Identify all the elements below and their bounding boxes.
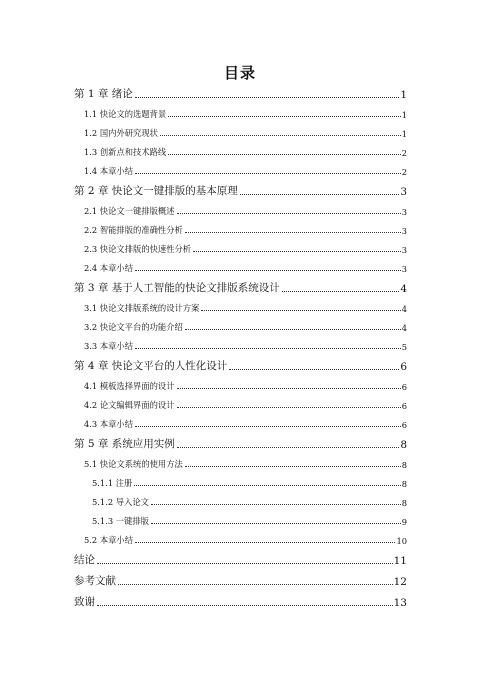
dot-leader xyxy=(151,503,401,505)
toc-entry[interactable] xyxy=(74,236,407,255)
dot-leader xyxy=(168,153,401,155)
toc-entry-page-number: 4 xyxy=(400,283,407,295)
toc-entry-label: 1.2 国内外研究现状 xyxy=(84,128,158,138)
toc-entry[interactable] xyxy=(74,333,407,352)
toc-entry[interactable] xyxy=(74,139,407,158)
toc-entry-page-number: 4 xyxy=(401,323,407,333)
toc-entry[interactable] xyxy=(74,546,407,567)
dot-leader xyxy=(118,583,393,585)
toc-entry[interactable] xyxy=(74,373,407,392)
toc-entry-label: 致谢 xyxy=(74,596,95,608)
toc-entry-label: 4.3 本章小结 xyxy=(84,419,134,429)
toc-entry[interactable] xyxy=(74,198,407,217)
toc-entry-page-number: 1 xyxy=(400,89,407,101)
toc-entry-label: 4.1 模板选择界面的设计 xyxy=(84,381,175,391)
dot-leader xyxy=(193,250,401,252)
toc-entry-label: 3.1 快论文排版系统的设计方案 xyxy=(84,303,200,313)
toc-entry-label: 3.2 快论文平台的功能介绍 xyxy=(84,322,183,332)
toc-entry[interactable] xyxy=(74,274,407,295)
toc-entry-page-number: 8 xyxy=(401,460,407,470)
toc-entry-label: 5.1 快论文系统的使用方法 xyxy=(84,459,183,469)
toc-entry-label: 第 4 章 快论文平台的人性化设计 xyxy=(74,360,228,372)
toc-list xyxy=(74,80,407,609)
toc-entry-page-number: 1 xyxy=(401,129,407,139)
dot-leader xyxy=(134,484,400,486)
toc-entry[interactable] xyxy=(74,588,407,609)
toc-entry-label: 第 3 章 基于人工智能的快论文排版系统设计 xyxy=(74,282,280,294)
toc-entry[interactable] xyxy=(74,120,407,139)
toc-entry-page-number: 11 xyxy=(393,555,407,567)
toc-entry-page-number: 8 xyxy=(400,439,407,451)
toc-entry-label: 5.1.1 注册 xyxy=(92,478,133,488)
toc-entry-label: 1.1 快论文的选题背景 xyxy=(84,109,167,119)
toc-entry-page-number: 8 xyxy=(401,479,407,489)
toc-entry[interactable] xyxy=(74,217,407,236)
toc-entry-label: 参考文献 xyxy=(74,575,116,587)
dot-leader xyxy=(229,368,399,370)
toc-entry[interactable] xyxy=(74,508,407,527)
toc-entry[interactable] xyxy=(74,392,407,411)
toc-entry-label: 5.1.3 一键排版 xyxy=(92,516,149,526)
toc-entry-page-number: 9 xyxy=(401,517,407,527)
dot-leader xyxy=(160,134,401,136)
dot-leader xyxy=(135,172,401,174)
toc-entry-label: 1.3 创新点和技术路线 xyxy=(84,147,167,157)
dot-leader xyxy=(201,309,400,311)
dot-leader xyxy=(135,269,401,271)
toc-entry-label: 第 5 章 系统应用实例 xyxy=(74,438,175,450)
toc-entry-label: 结论 xyxy=(74,554,95,566)
dot-leader xyxy=(177,387,401,389)
toc-entry-page-number: 3 xyxy=(400,186,407,198)
toc-entry-page-number: 3 xyxy=(401,245,407,255)
toc-entry-page-number: 3 xyxy=(401,264,407,274)
toc-entry-page-number: 1 xyxy=(401,110,407,120)
dot-leader xyxy=(177,406,401,408)
toc-entry-page-number: 12 xyxy=(393,576,407,588)
toc-entry-page-number: 6 xyxy=(401,401,407,411)
toc-entry-page-number: 2 xyxy=(401,148,407,158)
dot-leader xyxy=(185,231,401,233)
dot-leader xyxy=(185,465,401,467)
toc-entry-page-number: 2 xyxy=(401,167,407,177)
toc-entry-page-number: 13 xyxy=(393,597,407,609)
toc-entry[interactable] xyxy=(74,352,407,373)
dot-leader xyxy=(135,96,400,98)
toc-entry-page-number: 3 xyxy=(401,207,407,217)
toc-entry[interactable] xyxy=(74,80,407,101)
toc-entry-label: 5.1.2 导入论文 xyxy=(92,497,149,507)
toc-entry-label: 2.4 本章小结 xyxy=(84,263,134,273)
dot-leader xyxy=(240,193,400,195)
toc-entry-label: 第 1 章 绪论 xyxy=(74,88,133,100)
toc-entry-label: 1.4 本章小结 xyxy=(84,166,134,176)
toc-entry-label: 5.2 本章小结 xyxy=(84,535,134,545)
toc-entry[interactable] xyxy=(74,527,407,546)
toc-entry-page-number: 5 xyxy=(401,342,407,352)
toc-entry-page-number: 10 xyxy=(396,536,407,546)
dot-leader xyxy=(168,115,401,117)
dot-leader xyxy=(135,541,395,543)
dot-leader xyxy=(177,446,400,448)
toc-entry[interactable] xyxy=(74,295,407,314)
toc-entry[interactable] xyxy=(74,158,407,177)
toc-entry-page-number: 4 xyxy=(401,304,407,314)
dot-leader xyxy=(185,328,401,330)
dot-leader xyxy=(135,425,401,427)
toc-entry[interactable] xyxy=(74,470,407,489)
toc-title: 目录 xyxy=(223,64,256,82)
toc-entry-page-number: 3 xyxy=(401,226,407,236)
toc-entry-page-number: 6 xyxy=(401,382,407,392)
toc-entry[interactable] xyxy=(74,451,407,470)
dot-leader xyxy=(135,347,401,349)
toc-entry[interactable] xyxy=(74,430,407,451)
dot-leader xyxy=(177,212,401,214)
toc-entry[interactable] xyxy=(74,101,407,120)
toc-entry-label: 2.3 快论文排版的快速性分析 xyxy=(84,244,192,254)
toc-entry-label: 4.2 论文编辑界面的设计 xyxy=(84,400,175,410)
dot-leader xyxy=(97,562,393,564)
toc-entry-label: 3.3 本章小结 xyxy=(84,341,134,351)
toc-entry[interactable] xyxy=(74,489,407,508)
toc-entry[interactable] xyxy=(74,411,407,430)
toc-entry[interactable] xyxy=(74,177,407,198)
dot-leader xyxy=(97,604,393,606)
toc-entry-label: 第 2 章 快论文一键排版的基本原理 xyxy=(74,185,238,197)
toc-entry[interactable] xyxy=(74,314,407,333)
toc-entry[interactable] xyxy=(74,255,407,274)
toc-entry-page-number: 6 xyxy=(400,361,407,373)
dot-leader xyxy=(151,522,401,524)
toc-entry-page-number: 6 xyxy=(401,420,407,430)
toc-entry-label: 2.1 快论文一键排版概述 xyxy=(84,206,175,216)
dot-leader xyxy=(282,290,400,292)
toc-entry-label: 2.2 智能排版的准确性分析 xyxy=(84,225,183,235)
toc-entry-page-number: 8 xyxy=(401,498,407,508)
toc-entry[interactable] xyxy=(74,567,407,588)
